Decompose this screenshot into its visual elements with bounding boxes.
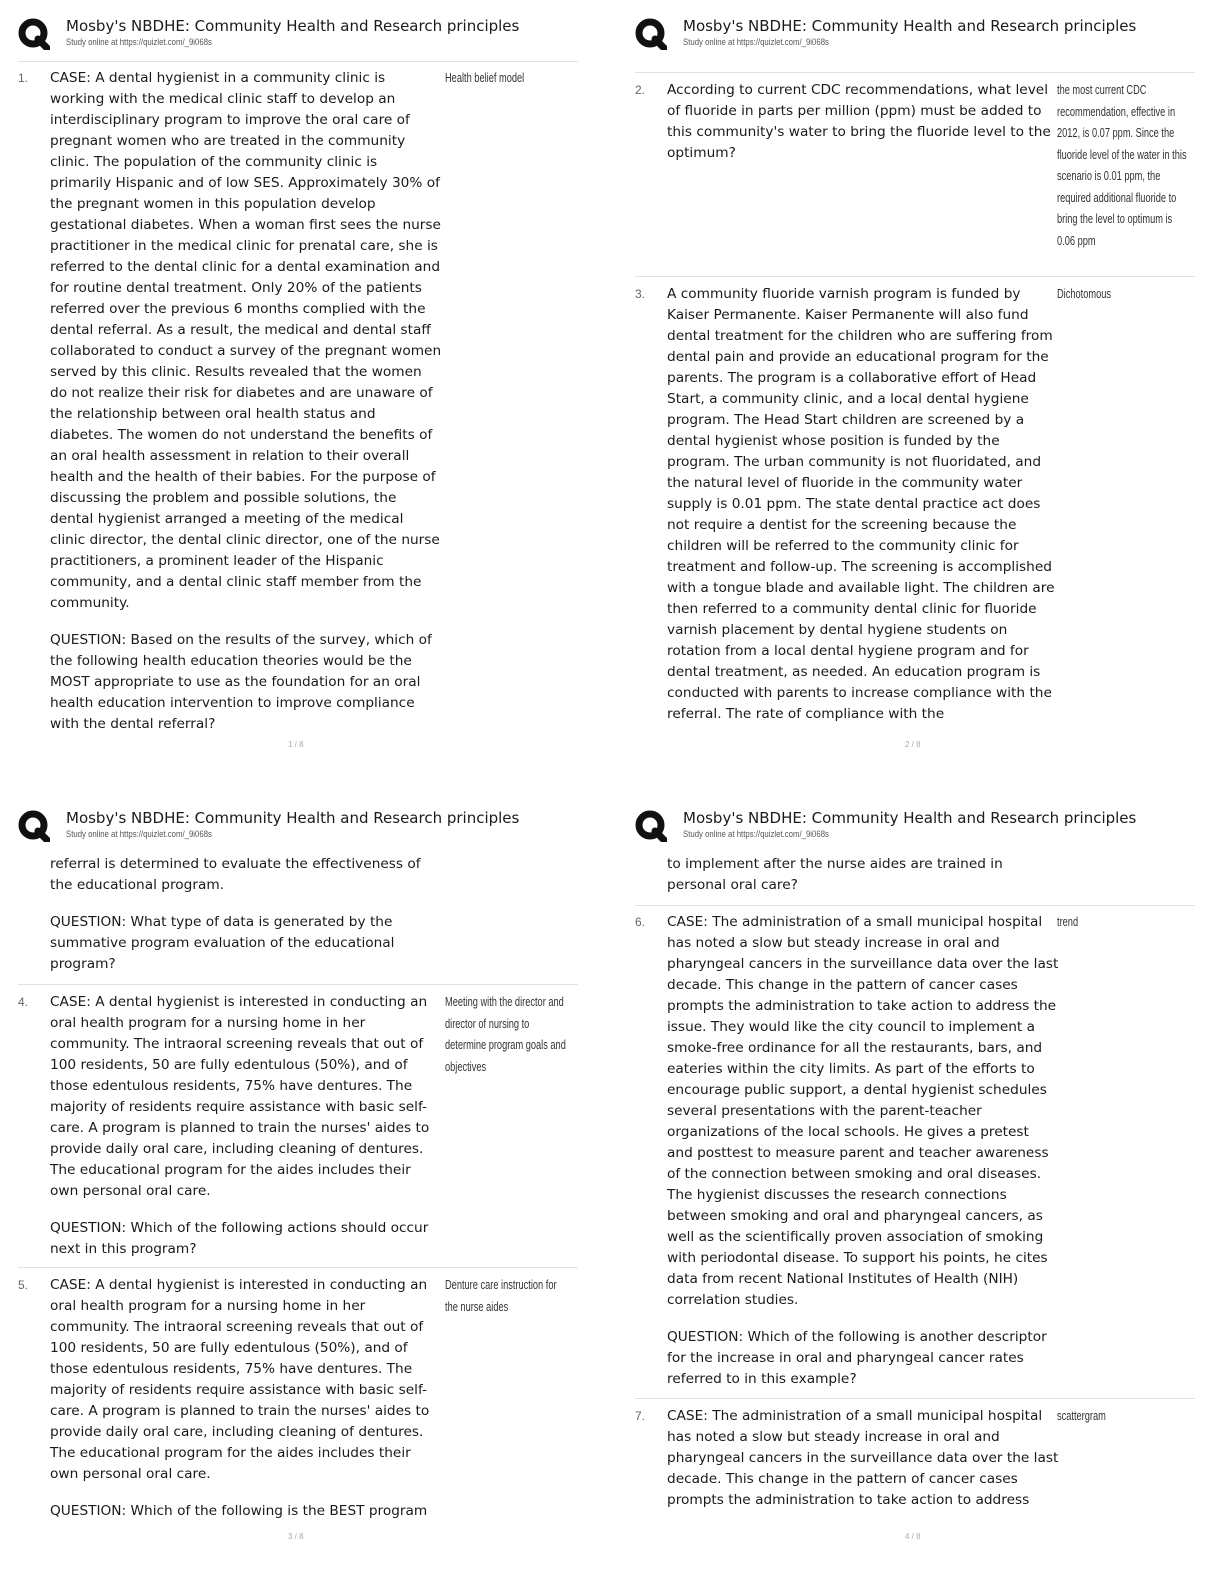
case-text: CASE: A dental hygienist in a community clinic is working with the medical clinic staff to develop an interdisciplinary program to improve the oral care of pregnant women who are treated in the community clinic. The population of the community clinic is primarily Hispanic and of low SES. Approximately 30% of the pregnant women in this population develop gestational diabetes. When a woman first sees the nurse practitioner in the medical clinic for prenatal care, she is referred to the dental clinic for a dental examination and for routine dental treatment. Only 20% of the patients referred over the previous 6 months complied with the dental referral. As a result, the medical and dental staff collaborated to conduct a survey of the pregnant women served by this clinic. Results revealed that the women do not realize their risk for diabetes and are unaware of the relationship between oral health status and diabetes. The women do not understand the benefits of an oral health assessment in relation to their overall health and the health of their babies. For the purpose of discussing the problem and possible solutions, the dental hygienist arranged a meeting of the medical clinic director, the dental clinic director, one of the nurse practitioners, a prominent leader of the Hispanic community, and a dental clinic staff member from the community. (50, 70, 442, 611)
question-text: According to current CDC recommendations, what level of fluoride in parts per million (ppm) must be added to this community's water to bring the fluoride level to the optimum? (667, 82, 1051, 161)
page-number: 3 / 8 (288, 1532, 304, 1541)
question-text: QUESTION: Which of the following is the BEST program (50, 1503, 428, 1519)
item-number: 6. (635, 915, 646, 929)
item-number: 4. (18, 995, 29, 1009)
item-number: 2. (635, 83, 646, 97)
quizlet-logo-icon (18, 18, 50, 50)
question-text: QUESTION: Based on the results of the survey, which of the following health education theories would be the MOST appropriate to use as the foundation for an oral health education intervention to improve compliance with the dental referral? (50, 632, 432, 732)
study-online-link[interactable]: Study online at https://quizlet.com/_9i068s (683, 829, 829, 840)
question-text: QUESTION: Which of the following is another descriptor for the increase in oral and pharyngeal cancer rates referred to in this example? (667, 1329, 1047, 1387)
page-number: 4 / 8 (905, 1532, 921, 1541)
question-text: QUESTION: What type of data is generated by the summative program evaluation of the educational program? (50, 914, 395, 972)
quizlet-logo-icon (635, 810, 667, 842)
page-title: Mosby's NBDHE: Community Health and Research principles (66, 809, 520, 827)
page-header (18, 806, 588, 854)
item-number: 3. (635, 287, 646, 301)
question-card-7 (667, 1406, 1059, 1511)
page-title: Mosby's NBDHE: Community Health and Research principles (66, 17, 520, 35)
case-text: CASE: A dental hygienist is interested in conducting an oral health program for a nursing home in her community. The intraoral screening reveals that out of 100 residents, 50 are fully edentulous (50%), and of those edentulous residents, 75% have dentures. The majority of residents require assistance with basic self-care. A program is planned to train the nurses' aides to provide daily oral care, including cleaning of dentures. The educational program for the aides includes their own personal oral care. (50, 1277, 430, 1482)
quizlet-logo-icon (635, 18, 667, 50)
continued-question (667, 854, 1059, 896)
question-text: QUESTION: Which of the following actions should occur next in this program? (50, 1220, 429, 1257)
question-card-3 (667, 284, 1059, 725)
study-online-link[interactable]: Study online at https://quizlet.com/_9i068s (66, 37, 212, 48)
page-number: 1 / 8 (288, 740, 304, 749)
case-text: CASE: A dental hygienist is interested in conducting an oral health program for a nursing home in her community. The intraoral screening reveals that out of 100 residents, 50 are fully edentulous (50%), and of those edentulous residents, 75% have dentures. The majority of residents require assistance with basic self-care. A program is planned to train the nurses' aides to provide daily oral care, including cleaning of dentures. The educational program for the aides includes their own personal oral care. (50, 994, 430, 1199)
question-card-4 (50, 992, 442, 1260)
divider (635, 1398, 1195, 1399)
study-online-link[interactable]: Study online at https://quizlet.com/_9i068s (683, 37, 829, 48)
item-number: 7. (635, 1409, 646, 1423)
answer-text: Dichotomous (1057, 287, 1111, 301)
continuation-text: referral is determined to evaluate the effectiveness of the educational program. (50, 856, 421, 893)
answer-text: scattergram (1057, 1409, 1106, 1423)
answer-text: Denture care instruction for the nurse aides (445, 1278, 557, 1314)
page-header (635, 806, 1205, 854)
page-header (635, 14, 1205, 62)
answer-text: the most current CDC recommendation, effective in 2012, is 0.07 ppm. Since the fluoride level of the water in this scenario is 0.01 ppm, the required additional fluoride to bring the level to optimum is 0.06 ppm (1057, 83, 1187, 248)
divider (635, 276, 1195, 277)
page-title: Mosby's NBDHE: Community Health and Research principles (683, 809, 1137, 827)
case-text: CASE: The administration of a small municipal hospital has noted a slow but steady increase in oral and pharyngeal cancers in the surveillance data over the last decade. This change in the pattern of cancer cases prompts the administration to take action to address the issue. They would like the city council to implement a smoke-free ordinance for all the restaurants, bars, and eateries within the city limits. As part of the efforts to encourage public support, a dental hygienist schedules several presentations with the parent-teacher organizations of the local schools. He gives a pretest and posttest to measure parent and teacher awareness of the connection between smoking and oral diseases. The hygienist discusses the research connections between smoking and oral and pharyngeal cancers, as well as the scientifically proven association of smoking with periodontal disease. To support his points, he cites data from recent National Institutes of Health (NIH) correlation studies. (667, 914, 1059, 1308)
question-card-5 (50, 1275, 442, 1522)
continued-question (50, 854, 442, 975)
page-1 (18, 14, 598, 774)
answer-text: Health belief model (445, 71, 525, 85)
question-card-6 (667, 912, 1059, 1390)
page-2 (635, 14, 1215, 774)
page-title: Mosby's NBDHE: Community Health and Research principles (683, 17, 1137, 35)
item-number: 1. (18, 71, 29, 85)
quizlet-logo-icon (18, 810, 50, 842)
divider (18, 1267, 578, 1268)
page-4 (635, 806, 1215, 1566)
divider (18, 61, 578, 62)
study-online-link[interactable]: Study online at https://quizlet.com/_9i068s (66, 829, 212, 840)
question-card-2 (667, 80, 1059, 164)
page-3 (18, 806, 598, 1566)
divider (635, 905, 1195, 906)
item-number: 5. (18, 1278, 29, 1292)
answer-text: trend (1057, 915, 1079, 929)
continuation-text: to implement after the nurse aides are trained in personal oral care? (667, 856, 1003, 893)
case-text: CASE: The administration of a small municipal hospital has noted a slow but steady increase in oral and pharyngeal cancers in the surveillance data over the last decade. This change in the pattern of cancer cases prompts the administration to take action to address (667, 1408, 1059, 1508)
divider (18, 984, 578, 985)
case-text: A community fluoride varnish program is funded by Kaiser Permanente. Kaiser Permanente will also fund dental treatment for the children who are suffering from dental pain and provide an educational program for the parents. The program is a collaborative effort of Head Start, a community clinic, and a local dental hygiene program. The Head Start children are screened by a dental hygienist whose position is funded by the program. The urban community is not fluoridated, and the natural level of fluoride in the community water supply is 0.01 ppm. The state dental practice act does not require a dentist for the screening because the children will be referred to the community clinic for treatment and follow-up. The screening is accomplished with a tongue blade and available light. The children are then referred to a community dental clinic for fluoride varnish placement by dental hygiene students on rotation from a local dental hygiene program and for dental treatment, as needed. An education program is conducted with parents to increase compliance with the referral. The rate of compliance with the (667, 286, 1055, 722)
answer-text: Meeting with the director and director of nursing to determine program goals and objectives (445, 995, 566, 1074)
question-card-1 (50, 68, 442, 735)
divider (635, 72, 1195, 73)
page-header (18, 14, 588, 62)
page-number: 2 / 8 (905, 740, 921, 749)
